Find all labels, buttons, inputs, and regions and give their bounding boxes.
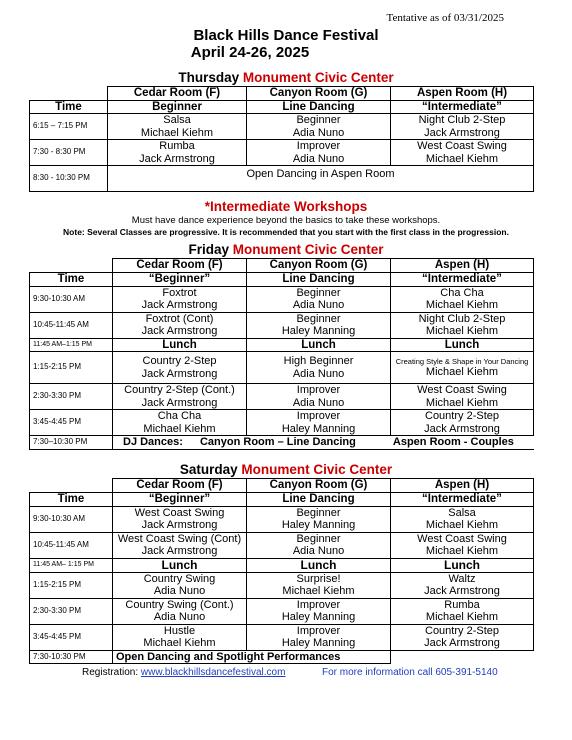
time-slot: 7:30-10:30 PM bbox=[30, 650, 113, 664]
table-row bbox=[30, 114, 534, 140]
class-cell bbox=[247, 114, 391, 140]
table-row bbox=[30, 479, 534, 493]
class-cell bbox=[391, 312, 534, 338]
class-name: Night Club 2-Step bbox=[418, 114, 506, 126]
dj-canyon: Canyon Room – Line Dancing bbox=[199, 436, 356, 448]
registration-line bbox=[82, 667, 285, 678]
instructor-name: Haley Manning bbox=[281, 519, 356, 531]
open-dancing-cell: Open Dancing in Aspen Room bbox=[108, 166, 534, 192]
column-header-canyon: Canyon Room (G) bbox=[247, 479, 391, 493]
table-row bbox=[30, 272, 534, 286]
class-name: West Coast Swing bbox=[417, 384, 507, 396]
instructor-name: Michael Kiehm bbox=[425, 611, 499, 623]
class-name: Hustle bbox=[163, 624, 196, 637]
instructor-name: Michael Kiehm bbox=[143, 637, 216, 649]
instructor-name: Michael Kiehm bbox=[425, 152, 499, 165]
instructor-name: Michael Kiehm bbox=[425, 365, 499, 378]
class-name: Beginner bbox=[296, 506, 341, 519]
instructor-name: Haley Manning bbox=[281, 611, 356, 623]
level-label: “Intermediate” bbox=[391, 492, 534, 506]
class-cell bbox=[391, 286, 534, 312]
class-cell bbox=[391, 598, 534, 624]
class-name: Rumba bbox=[159, 140, 195, 152]
class-name: Salsa bbox=[163, 114, 191, 126]
thursday-schedule-table bbox=[29, 86, 534, 192]
class-cell bbox=[247, 352, 391, 384]
time-slot: 8:30 - 10:30 PM bbox=[30, 166, 108, 192]
registration-label: Registration: bbox=[82, 667, 139, 678]
class-name: Salsa bbox=[448, 506, 476, 519]
class-name: Improver bbox=[296, 410, 341, 422]
lunch-label: Lunch bbox=[113, 338, 247, 352]
time-slot: 10:45-11:45 AM bbox=[30, 532, 113, 558]
footer bbox=[82, 667, 498, 678]
table-row bbox=[30, 286, 534, 312]
level-label: “Intermediate” bbox=[391, 100, 534, 114]
instructor-name: Jack Armstrong bbox=[141, 519, 218, 531]
time-slot: 2:30-3:30 PM bbox=[30, 598, 113, 624]
class-cell bbox=[113, 624, 247, 650]
instructor-name: Michael Kiehm bbox=[425, 325, 499, 337]
class-name: Improver bbox=[296, 140, 341, 152]
class-cell bbox=[113, 312, 247, 338]
class-name: Country 2-Step (Cont.) bbox=[124, 384, 235, 396]
table-row bbox=[30, 100, 534, 114]
instructor-name: Jack Armstrong bbox=[424, 585, 500, 597]
time-slot: 7:30–10:30 PM bbox=[30, 436, 113, 450]
thursday-heading bbox=[0, 70, 572, 85]
class-cell bbox=[113, 598, 247, 624]
level-label: Beginner bbox=[108, 100, 247, 114]
class-name: Country Swing bbox=[143, 572, 216, 585]
class-name: Foxtrot (Cont) bbox=[145, 312, 214, 325]
instructor-name: Adia Nuno bbox=[292, 367, 345, 380]
instructor-name: Adia Nuno bbox=[292, 545, 345, 557]
venue-name: Monument Civic Center bbox=[241, 462, 393, 477]
instructor-name: Jack Armstrong bbox=[141, 299, 218, 311]
level-label: “Intermediate” bbox=[391, 272, 534, 286]
class-cell bbox=[391, 506, 534, 532]
instructor-name: Jack Armstrong bbox=[141, 545, 218, 557]
instructor-name: Adia Nuno bbox=[292, 126, 345, 139]
instructor-name: Haley Manning bbox=[281, 637, 356, 649]
lunch-label: Lunch bbox=[391, 558, 534, 572]
time-slot: 10:45-11:45 AM bbox=[30, 312, 113, 338]
class-name: West Coast Swing bbox=[417, 532, 507, 545]
time-slot: 7:30 - 8:30 PM bbox=[30, 140, 108, 166]
info-phone: For more information call 605-391-5140 bbox=[322, 667, 498, 678]
time-slot: 9:30-10:30 AM bbox=[30, 286, 113, 312]
class-cell bbox=[108, 114, 247, 140]
level-label: Line Dancing bbox=[247, 272, 391, 286]
table-row bbox=[30, 410, 534, 436]
table-row bbox=[30, 558, 534, 572]
column-header-aspen: Aspen (H) bbox=[391, 259, 534, 273]
instructor-name: Jack Armstrong bbox=[141, 396, 218, 409]
class-name: Beginner bbox=[296, 286, 341, 299]
time-slot: 6:15 – 7:15 PM bbox=[30, 114, 108, 140]
class-cell bbox=[108, 140, 247, 166]
instructor-name: Adia Nuno bbox=[292, 299, 345, 311]
class-cell bbox=[113, 532, 247, 558]
time-slot: 2:30-3:30 PM bbox=[30, 384, 113, 410]
class-name: Night Club 2-Step bbox=[418, 312, 506, 325]
class-cell bbox=[113, 410, 247, 436]
column-header-canyon: Canyon Room (G) bbox=[247, 87, 391, 101]
time-slot: 11:45 AM– 1:15 PM bbox=[30, 558, 113, 572]
table-row bbox=[30, 384, 534, 410]
day-name: Thursday bbox=[178, 70, 240, 85]
instructor-name: Adia Nuno bbox=[292, 152, 345, 165]
level-label: “Beginner” bbox=[113, 272, 247, 286]
table-row bbox=[30, 650, 534, 664]
column-header-aspen: Aspen Room (H) bbox=[391, 87, 534, 101]
class-name: Foxtrot bbox=[162, 286, 197, 299]
workshops-title: *Intermediate Workshops bbox=[204, 199, 368, 214]
table-row bbox=[30, 166, 534, 192]
column-header-cedar: Cedar Room (F) bbox=[113, 259, 247, 273]
class-name: Improver bbox=[296, 624, 341, 637]
table-row bbox=[30, 87, 534, 101]
column-header-aspen: Aspen (H) bbox=[391, 479, 534, 493]
class-cell bbox=[247, 532, 391, 558]
class-name: Rumba bbox=[444, 598, 480, 611]
column-header-time: Time bbox=[30, 492, 113, 506]
table-row bbox=[30, 352, 534, 384]
class-cell bbox=[113, 572, 247, 598]
time-slot: 1:15-2:15 PM bbox=[30, 352, 113, 384]
table-row bbox=[30, 436, 534, 450]
saturday-schedule-table bbox=[29, 478, 534, 664]
class-name: High Beginner bbox=[283, 355, 354, 367]
class-cell bbox=[113, 384, 247, 410]
empty-cell bbox=[391, 650, 534, 664]
class-name: Waltz bbox=[448, 572, 476, 585]
class-cell bbox=[247, 384, 391, 410]
saturday-heading bbox=[0, 462, 572, 477]
class-cell bbox=[391, 114, 534, 140]
lunch-label: Lunch bbox=[113, 558, 247, 572]
instructor-name: Michael Kiehm bbox=[425, 396, 499, 409]
class-cell bbox=[391, 624, 534, 650]
instructor-name: Jack Armstrong bbox=[141, 367, 218, 380]
tentative-note: Tentative as of 03/31/2025 bbox=[386, 12, 504, 24]
class-name: Country 2-Step bbox=[142, 355, 217, 367]
time-slot: 3:45-4:45 PM bbox=[30, 410, 113, 436]
class-cell bbox=[391, 352, 534, 384]
class-name: West Coast Swing bbox=[134, 506, 225, 519]
class-cell bbox=[391, 410, 534, 436]
class-name: Improver bbox=[296, 384, 341, 396]
workshops-note: Note: Several Classes are progressive. It is recommended that you start with the first class in the progression. bbox=[63, 227, 509, 237]
instructor-name: Adia Nuno bbox=[292, 396, 345, 409]
level-label: Line Dancing bbox=[247, 492, 391, 506]
class-cell bbox=[113, 286, 247, 312]
instructor-name: Michael Kiehm bbox=[143, 422, 216, 435]
time-slot: 9:30-10:30 AM bbox=[30, 506, 113, 532]
column-header-time: Time bbox=[30, 100, 108, 114]
class-cell bbox=[247, 624, 391, 650]
class-cell bbox=[113, 506, 247, 532]
registration-link[interactable]: www.blackhillsdancefestival.com bbox=[140, 667, 286, 678]
time-slot: 11:45 AM–1:15 PM bbox=[30, 338, 113, 352]
class-name: Surprise! bbox=[296, 572, 341, 585]
class-name: Improver bbox=[296, 598, 341, 611]
table-row bbox=[30, 259, 534, 273]
friday-heading bbox=[0, 242, 572, 257]
class-cell bbox=[113, 352, 247, 384]
instructor-name: Michael Kiehm bbox=[425, 299, 499, 311]
instructor-name: Adia Nuno bbox=[153, 585, 206, 597]
friday-schedule-table bbox=[29, 258, 534, 450]
class-cell bbox=[391, 532, 534, 558]
level-label: “Beginner” bbox=[113, 492, 247, 506]
instructor-name: Michael Kiehm bbox=[425, 519, 499, 531]
time-slot: 3:45-4:45 PM bbox=[30, 624, 113, 650]
table-row bbox=[30, 532, 534, 558]
table-row bbox=[30, 624, 534, 650]
open-dancing-cell: Open Dancing and Spotlight Performances bbox=[113, 650, 391, 664]
class-cell bbox=[247, 410, 391, 436]
level-label: Line Dancing bbox=[247, 100, 391, 114]
class-name: Creating Style & Shape in Your Dancing bbox=[395, 356, 529, 366]
class-name: West Coast Swing bbox=[417, 140, 507, 152]
empty-cell bbox=[30, 259, 113, 273]
class-cell bbox=[391, 140, 534, 166]
table-row bbox=[30, 338, 534, 352]
instructor-name: Adia Nuno bbox=[153, 611, 206, 623]
instructor-name: Jack Armstrong bbox=[424, 422, 500, 435]
instructor-name: Haley Manning bbox=[281, 325, 356, 337]
instructor-name: Jack Armstrong bbox=[424, 126, 500, 139]
empty-cell bbox=[30, 87, 108, 101]
instructor-name: Michael Kiehm bbox=[282, 585, 355, 597]
table-row bbox=[30, 312, 534, 338]
festival-dates: April 24-26, 2025 bbox=[190, 44, 310, 61]
class-cell bbox=[247, 312, 391, 338]
class-name: Cha Cha bbox=[440, 286, 484, 299]
workshops-description: Must have dance experience beyond the basics to take these workshops. bbox=[131, 215, 441, 226]
lunch-label: Lunch bbox=[247, 558, 391, 572]
table-row bbox=[30, 572, 534, 598]
dj-aspen: Aspen Room - Couples bbox=[392, 436, 514, 448]
column-header-cedar: Cedar Room (F) bbox=[108, 87, 247, 101]
class-name: Beginner bbox=[296, 312, 341, 325]
class-name: Beginner bbox=[296, 532, 341, 545]
table-row bbox=[30, 598, 534, 624]
column-header-time: Time bbox=[30, 272, 113, 286]
class-cell bbox=[247, 506, 391, 532]
column-header-canyon: Canyon Room (G) bbox=[247, 259, 391, 273]
instructor-name: Jack Armstrong bbox=[141, 325, 218, 337]
class-cell bbox=[247, 598, 391, 624]
column-header-cedar: Cedar Room (F) bbox=[113, 479, 247, 493]
empty-cell bbox=[30, 479, 113, 493]
day-name: Saturday bbox=[179, 462, 238, 477]
table-row bbox=[30, 492, 534, 506]
instructor-name: Jack Armstrong bbox=[424, 637, 500, 649]
lunch-label: Lunch bbox=[247, 338, 391, 352]
instructor-name: Jack Armstrong bbox=[139, 152, 215, 165]
table-row bbox=[30, 506, 534, 532]
table-row bbox=[30, 140, 534, 166]
class-name: Country 2-Step bbox=[425, 624, 499, 637]
class-name: Country 2-Step bbox=[425, 410, 499, 422]
class-cell bbox=[247, 286, 391, 312]
class-name: Cha Cha bbox=[157, 410, 202, 422]
time-slot: 1:15-2:15 PM bbox=[30, 572, 113, 598]
class-name: Country Swing (Cont.) bbox=[125, 598, 234, 611]
class-cell bbox=[247, 572, 391, 598]
instructor-name: Michael Kiehm bbox=[425, 545, 499, 557]
day-name: Friday bbox=[188, 242, 229, 257]
class-cell bbox=[391, 384, 534, 410]
venue-name: Monument Civic Center bbox=[232, 242, 384, 257]
class-cell bbox=[391, 572, 534, 598]
instructor-name: Michael Kiehm bbox=[140, 126, 214, 139]
page-title: Black Hills Dance Festival bbox=[193, 27, 379, 44]
instructor-name: Haley Manning bbox=[281, 422, 356, 435]
dj-dances-cell bbox=[113, 436, 534, 450]
class-name: Beginner bbox=[296, 114, 341, 126]
lunch-label: Lunch bbox=[391, 338, 534, 352]
class-name: West Coast Swing (Cont) bbox=[117, 532, 242, 545]
dj-label: DJ Dances: bbox=[123, 436, 183, 448]
class-cell bbox=[247, 140, 391, 166]
venue-name: Monument Civic Center bbox=[242, 70, 394, 85]
